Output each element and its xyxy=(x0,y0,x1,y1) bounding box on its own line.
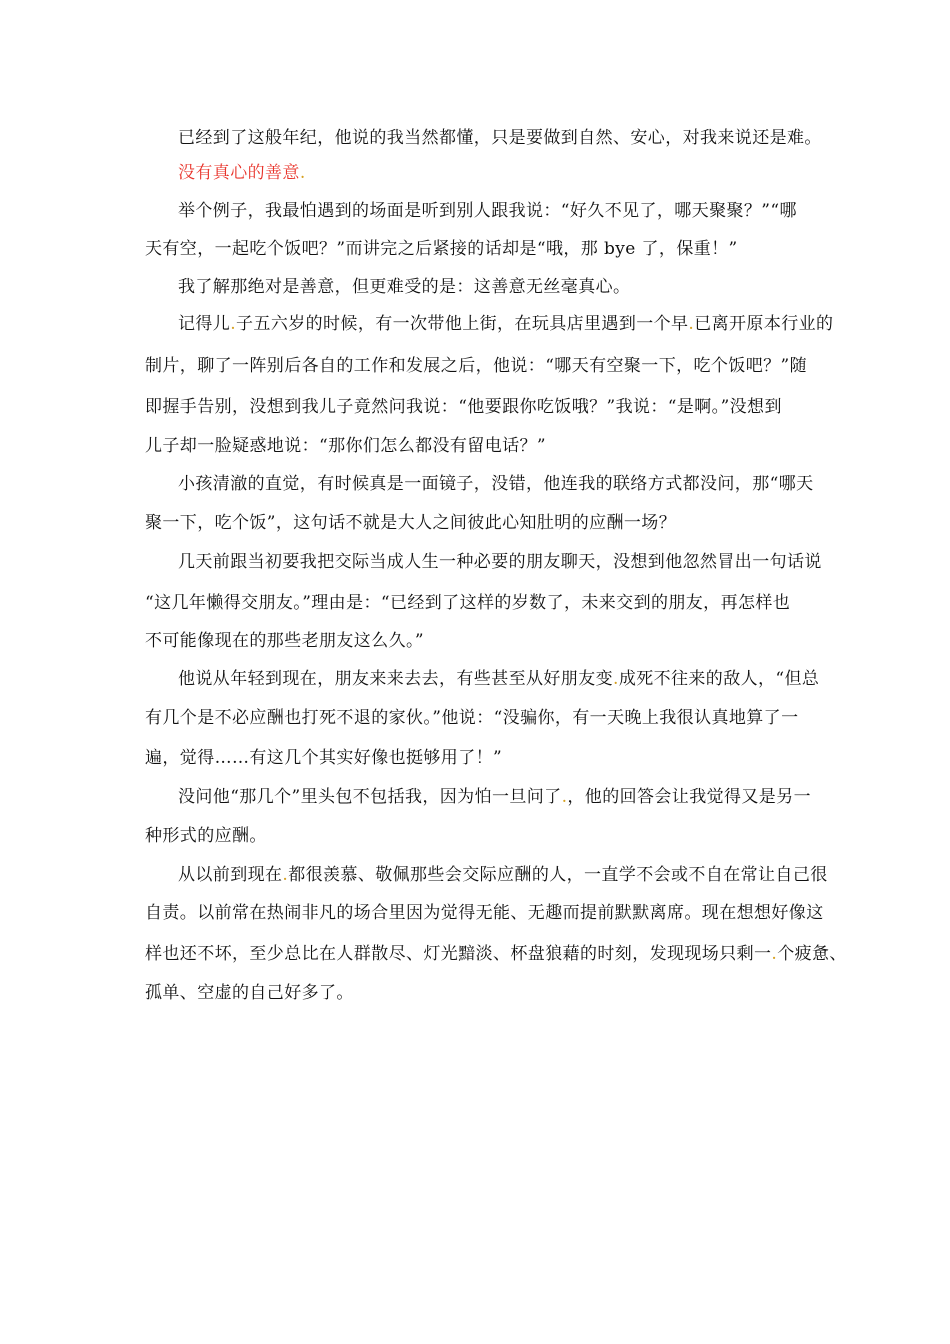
mark-dot: . xyxy=(688,314,695,334)
text-run: 成死不往来的敌人，“但总 xyxy=(618,669,820,689)
text-run: 已离开原本行业的 xyxy=(694,314,834,334)
paragraph-line: 我了解那绝对是善意，但更难受的是：这善意无丝毫真心。 xyxy=(178,277,631,297)
text-run: 从以前到现在 xyxy=(178,865,283,885)
paragraph-line xyxy=(145,943,847,965)
paragraph-line xyxy=(178,668,820,690)
paragraph-line xyxy=(145,355,810,377)
mark-dot: . xyxy=(282,865,289,885)
paragraph-line: 儿子却一脸疑惑地说：“那你们怎么都没有留电话？” xyxy=(145,436,546,456)
mark-dot: . xyxy=(299,163,306,183)
paragraph-line: “这几年懒得交朋友。”理由是：“已经到了这样的岁数了，未来交到的朋友，再怎样也 xyxy=(145,593,791,613)
paragraph-line: 孤单、空虚的自己好多了。 xyxy=(145,983,354,1003)
text-run: 个疲惫、 xyxy=(777,944,847,964)
text-run: 片，聊了一阵别后各自的工作和发展之后，他说：“哪天有空聚一下，吃个饭吧？”随 xyxy=(162,356,807,376)
text-run: 样也还不坏，至少总比在人群散尽、灯光黯淡、杯盘狼藉的时刻，发现现场只剩一 xyxy=(145,944,772,964)
text-run: 制 xyxy=(145,356,163,376)
paragraph-line: 种形式的应酬。 xyxy=(145,826,267,846)
text-run: 记得儿 xyxy=(178,314,231,334)
text-run: 都很羡慕、敬佩那些会交际应酬的人，一直学不会或不自在常让自己很 xyxy=(288,865,828,885)
mark-dot: . xyxy=(561,787,568,807)
paragraph-line xyxy=(178,313,834,335)
paragraph-line: 有几个是不必应酬也打死不退的家伙。”他说：“没骗你，有一天晚上我很认真地算了一 xyxy=(145,708,799,728)
paragraph-line: 小孩清澈的直觉，有时候真是一面镜子，没错，他连我的联络方式都没问，那“哪天 xyxy=(178,474,814,494)
paragraph-line: 举个例子，我最怕遇到的场面是听到别人跟我说：“好久不见了，哪天聚聚？”“哪 xyxy=(178,201,797,221)
paragraph-line: 已经到了这般年纪，他说的我当然都懂，只是要做到自然、安心，对我来说还是难。 xyxy=(178,128,822,148)
paragraph-line: 即握手告别，没想到我儿子竟然问我说：“他要跟你吃饭哦？”我说：“是啊。”没想到 xyxy=(145,397,782,417)
paragraph-line xyxy=(178,864,828,886)
text-run: 子五六岁的时候，有一次带他上街，在玩具店里遇到一个早 xyxy=(236,314,689,334)
paragraph-line: 天有空，一起吃个饭吧？”而讲完之后紧接的话却是“哦，那 bye 了，保重！” xyxy=(145,239,738,259)
paragraph-line: 不可能像现在的那些老朋友这么久。” xyxy=(145,631,424,651)
heading-text: 没有真心的善意 xyxy=(178,163,300,183)
paragraph-line: 几天前跟当初要我把交际当成人生一种必要的朋友聊天，没想到他忽然冒出一句话说 xyxy=(178,552,822,572)
mark-dot: . xyxy=(771,944,778,964)
text-run: 没问他“那几个”里头包不包括我，因为怕一旦问了 xyxy=(178,787,562,807)
paragraph-line xyxy=(178,786,810,808)
mark-dot: . xyxy=(230,314,237,334)
section-heading xyxy=(178,162,810,184)
paragraph-line: 聚一下，吃个饭”，这句话不就是大人之间彼此心知肚明的应酬一场？ xyxy=(145,513,677,533)
paragraph-line: 自责。以前常在热闹非凡的场合里因为觉得无能、无趣而提前默默离席。现在想想好像这 xyxy=(145,903,824,923)
mark-dot: . xyxy=(613,669,619,689)
text-run: ，他的回答会让我觉得又是另一 xyxy=(567,787,812,807)
paragraph-line: 遍，觉得……有这几个其实好像也挺够用了！” xyxy=(145,748,503,768)
text-run: 他说从年轻到现在，朋友来来去去，有些甚至从好朋友变 xyxy=(178,669,613,689)
